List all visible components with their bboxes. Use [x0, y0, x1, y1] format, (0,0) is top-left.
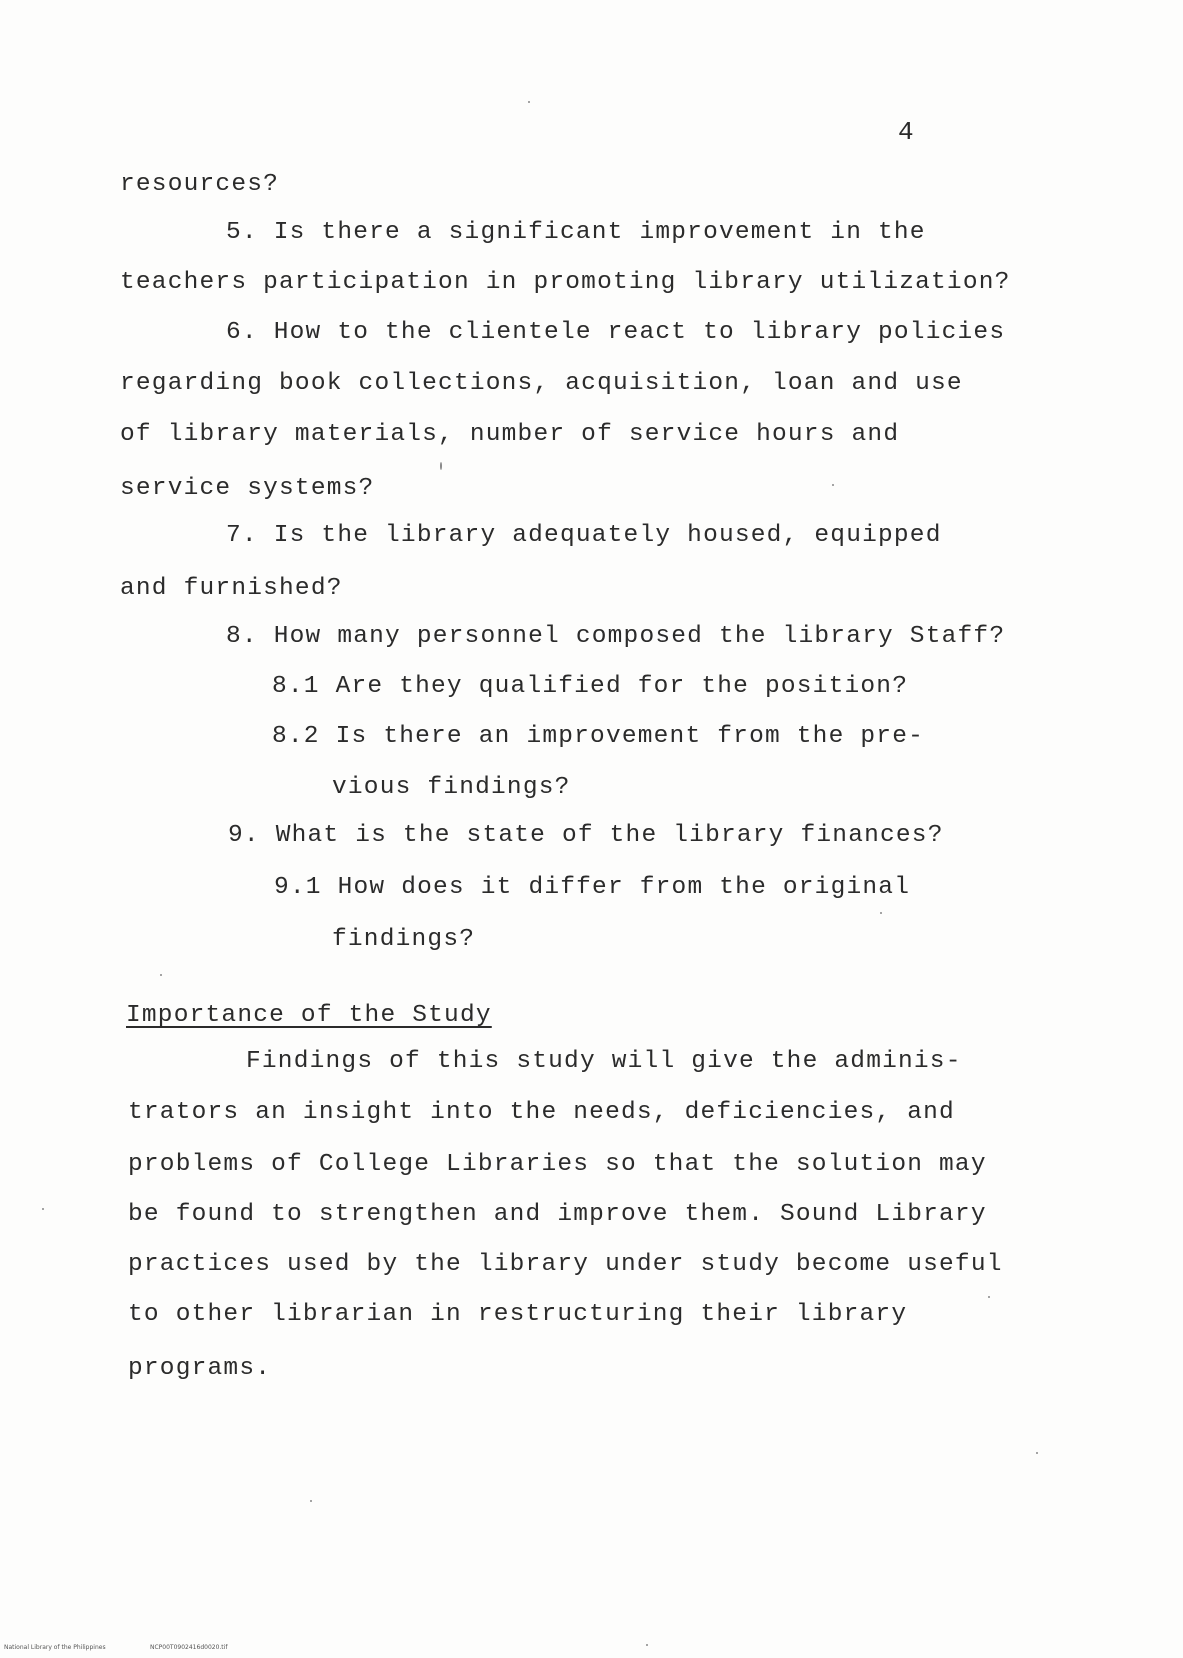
scan-speck — [528, 101, 530, 103]
scan-speck — [42, 1208, 44, 1210]
sub-question-8-1: 8.1 Are they qualified for the position? — [272, 673, 909, 700]
section-heading: Importance of the Study — [126, 1002, 492, 1029]
scan-speck — [646, 1644, 648, 1646]
text-line: and furnished? — [120, 575, 343, 602]
paragraph-line: to other librarian in restructuring their library — [128, 1301, 908, 1328]
paragraph-line: Findings of this study will give the adminis- — [246, 1048, 962, 1075]
question-6: 6. How to the clientele react to library policies — [226, 319, 1006, 346]
paragraph-line: be found to strengthen and improve them. Sound Library — [128, 1201, 987, 1228]
question-9: 9. What is the state of the library finances? — [228, 822, 944, 849]
footer-source: National Library of the Philippines — [4, 1644, 106, 1651]
paragraph-line: programs. — [128, 1355, 272, 1382]
text-line: resources? — [120, 171, 280, 198]
question-5: 5. Is there a significant improvement in the — [226, 219, 926, 246]
text-line: of library materials, number of service hours and — [120, 421, 900, 448]
text-line: vious findings? — [332, 774, 571, 801]
scan-speck — [310, 1500, 312, 1502]
page-number: 4 — [898, 117, 914, 147]
paragraph-line: problems of College Libraries so that the solution may — [128, 1151, 987, 1178]
scan-speck — [832, 484, 834, 486]
sub-question-9-1: 9.1 How does it differ from the original — [274, 874, 911, 901]
question-8: 8. How many personnel composed the library Staff? — [226, 623, 1006, 650]
scan-speck — [1036, 1452, 1038, 1454]
footer-filename: NCP00T0902416d0020.tif — [150, 1644, 228, 1651]
paragraph-line: trators an insight into the needs, deficiencies, and — [128, 1099, 955, 1126]
scan-speck — [160, 974, 162, 976]
paragraph-line: practices used by the library under study become useful — [128, 1251, 1003, 1278]
text-line: findings? — [332, 926, 476, 953]
sub-question-8-2: 8.2 Is there an improvement from the pre- — [272, 723, 924, 750]
text-line: regarding book collections, acquisition, loan and use — [120, 370, 963, 397]
scan-speck — [988, 1296, 990, 1298]
scan-speck — [880, 912, 882, 914]
question-7: 7. Is the library adequately housed, equipped — [226, 522, 942, 549]
text-line: service systems? — [120, 475, 375, 502]
text-line: teachers participation in promoting library utilization? — [120, 269, 1011, 296]
scan-speck — [440, 462, 442, 470]
